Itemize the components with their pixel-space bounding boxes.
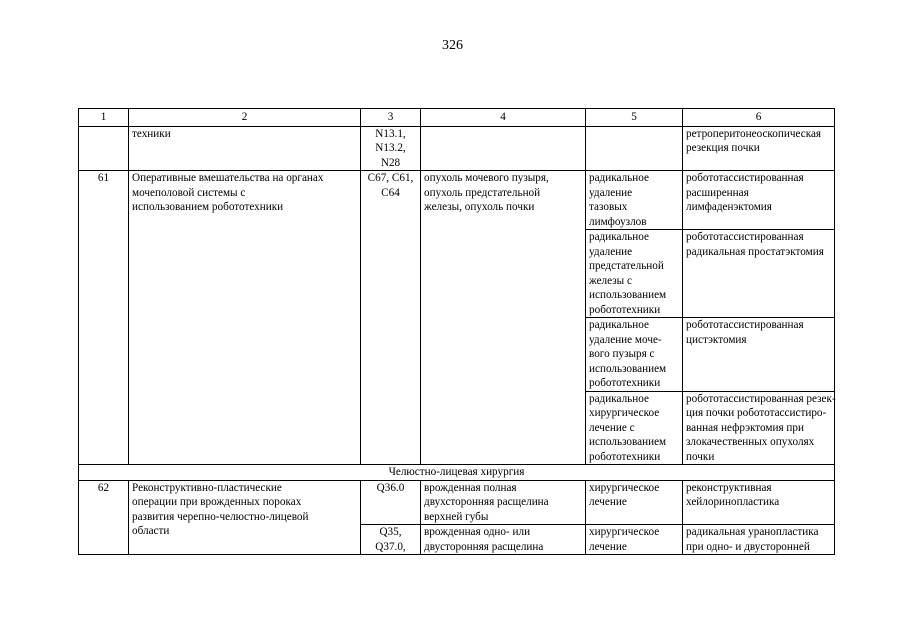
procedure-name-cell	[129, 126, 361, 171]
cell-line: двусторонняя расщелина	[424, 540, 544, 553]
treatment-method-cell	[683, 230, 835, 318]
cell-line: робототехники	[589, 377, 661, 389]
cell-line: C67, C61,	[367, 172, 414, 184]
cell-line: резекция почки	[686, 142, 760, 154]
treatment-method-cell	[683, 126, 835, 171]
cell-line: Q37.0,	[375, 540, 406, 553]
diagnosis-cell	[421, 480, 586, 525]
cell-line: Q35,	[379, 526, 402, 538]
cell-line: опухоль предстательной	[424, 186, 541, 199]
treatment-type-cell	[586, 391, 683, 465]
cell-line: предстательной	[589, 260, 664, 272]
icd-code-cell	[361, 480, 421, 525]
treatment-type-cell	[586, 525, 683, 555]
cell-line: при одно- и двусторонней	[686, 540, 810, 553]
cell-line: железы, опухоль почки	[424, 201, 535, 213]
cell-line: лечение с	[589, 421, 635, 434]
treatment-type-cell	[586, 480, 683, 525]
cell-line: тазовых	[589, 201, 628, 213]
treatment-method-cell	[683, 391, 835, 465]
column-number-header: 6	[683, 109, 835, 127]
cell-line: удаление	[589, 245, 633, 258]
cell-line: опухоль мочевого пузыря,	[424, 172, 549, 184]
cell-line: радикальная уранопластика	[686, 526, 819, 538]
cell-line: N28	[380, 156, 401, 169]
diagnosis-cell	[421, 171, 586, 465]
column-number-header: 3	[361, 109, 421, 127]
cell-line: радикальная простатэктомия	[686, 245, 824, 258]
cell-line: техники	[132, 127, 171, 140]
cell-line: цистэктомия	[686, 333, 747, 346]
cell-line: использованием	[589, 362, 667, 375]
page-number: 326	[442, 38, 463, 53]
cell-line: N13.1,	[375, 127, 406, 140]
cell-line: железы с	[589, 274, 632, 287]
diagnosis-cell	[421, 525, 586, 555]
diagnosis-cell	[421, 126, 586, 171]
cell-line: радикальное	[589, 319, 649, 331]
treatment-method-cell	[683, 318, 835, 392]
section-header-row	[79, 465, 835, 481]
column-number-header-row	[79, 109, 835, 127]
cell-line: вого пузыря с	[589, 348, 655, 360]
cell-line: врожденная полная	[424, 481, 517, 494]
cell-line: робототехники	[589, 450, 661, 463]
cell-line: хирургическое	[589, 407, 660, 419]
table-row	[79, 126, 835, 171]
row-number-cell	[79, 126, 129, 171]
procedure-name-cell	[129, 480, 361, 555]
cell-line: лимфаденэктомия	[686, 201, 772, 213]
cell-line: робототассистированная	[686, 319, 804, 331]
cell-line: хирургическое	[589, 526, 660, 538]
cell-line: робототассистированная	[686, 231, 804, 243]
cell-line: ция почки робототассистиро-	[686, 407, 827, 419]
cell-line: верхней губы	[424, 510, 489, 523]
column-number-header: 1	[79, 109, 129, 127]
cell-line: Реконструктивно-пластические	[132, 481, 282, 494]
treatment-type-cell	[586, 318, 683, 392]
row-number-cell: 61	[79, 171, 129, 465]
cell-line: двухсторонняя расщелина	[424, 496, 549, 508]
cell-line: лимфоузлов	[589, 215, 647, 228]
cell-line: радикальное	[589, 172, 649, 184]
table-row	[79, 171, 835, 230]
cell-line: лечение	[589, 540, 627, 553]
cell-line: робототассистированная резек-	[686, 392, 836, 405]
cell-line: удаление моче-	[589, 333, 662, 346]
cell-line: хирургическое	[589, 481, 660, 494]
cell-line: использованием робототехники	[132, 201, 284, 213]
column-number-header: 4	[421, 109, 586, 127]
cell-line: робототехники	[589, 303, 661, 316]
icd-code-cell	[361, 171, 421, 465]
treatment-type-cell	[586, 171, 683, 230]
cell-line: робототассистированная	[686, 172, 804, 184]
cell-line: реконструктивная	[686, 481, 772, 494]
treatment-type-cell	[586, 230, 683, 318]
column-number-header: 2	[129, 109, 361, 127]
cell-line: мочеполовой системы с	[132, 186, 246, 199]
cell-line: ванная нефрэктомия при	[686, 421, 804, 434]
cell-line: удаление	[589, 186, 633, 199]
cell-line: врожденная одно- или	[424, 526, 531, 538]
cell-line: Q36.0	[376, 481, 405, 494]
treatment-method-cell	[683, 525, 835, 555]
cell-line: почки	[686, 450, 715, 463]
cell-line: операции при врожденных пороках	[132, 496, 302, 508]
row-number-cell: 62	[79, 480, 129, 555]
cell-line: N13.2,	[375, 142, 406, 154]
treatment-method-cell	[683, 480, 835, 525]
cell-line: злокачественных опухолях	[686, 436, 815, 448]
cell-line: области	[132, 525, 170, 537]
cell-line: радикальное	[589, 231, 649, 243]
cell-line: лечение	[589, 496, 627, 508]
treatment-method-cell	[683, 171, 835, 230]
cell-line: ретроперитонеоскопическая	[686, 127, 822, 140]
medical-procedures-table	[78, 108, 835, 555]
cell-line: Оперативные вмешательства на органах	[132, 172, 324, 184]
cell-line: хейлоринопластика	[686, 496, 780, 508]
cell-line: радикальное	[589, 392, 649, 405]
table-row	[79, 480, 835, 525]
cell-line: развития черепно-челюстно-лицевой	[132, 510, 309, 523]
cell-line: использованием	[589, 289, 667, 301]
cell-line: использованием	[589, 436, 667, 448]
icd-code-cell	[361, 126, 421, 171]
cell-line: C64	[381, 186, 400, 199]
treatment-type-cell	[586, 126, 683, 171]
cell-line: расширенная	[686, 186, 749, 199]
procedure-name-cell	[129, 171, 361, 465]
section-title: Челюстно-лицевая хирургия	[79, 465, 835, 481]
icd-code-cell	[361, 525, 421, 555]
column-number-header: 5	[586, 109, 683, 127]
